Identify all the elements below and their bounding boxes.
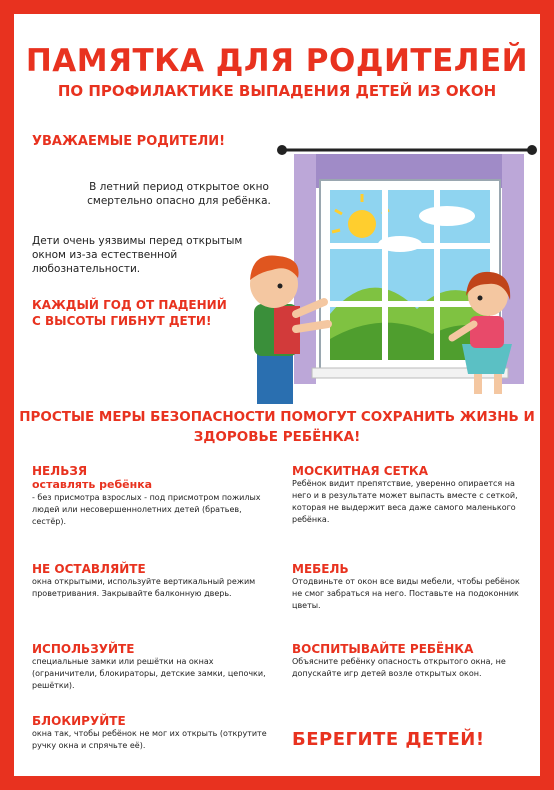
section-heading: МЕБЕЛЬ	[292, 562, 349, 576]
section-vospityvayte	[292, 642, 532, 680]
section-text: - без присмотра взрослых - под присмотром пожилых людей или несовершеннолетних детей (братьев, сестёр).	[32, 493, 261, 526]
section-text: Отодвиньте от окон все виды мебели, чтобы ребёнок не смог забраться на него. Поставьте на подоконник цветы.	[292, 577, 520, 610]
intro-paragraph-2: Дети очень уязвимы перед открытым окном из-за естественной любознательности.	[32, 235, 243, 275]
section-heading: БЛОКИРУЙТЕ	[32, 714, 126, 728]
section-text: Ребёнок видит препятствие, уверенно опирается на него и в результате может выпасть вместе с сеткой, которая не выдержит веса даже самого маленького ребёнка.	[292, 479, 518, 524]
poster-subtitle: ПО ПРОФИЛАКТИКЕ ВЫПАДЕНИЯ ДЕТЕЙ ИЗ ОКОН	[57, 82, 497, 100]
warning-text: КАЖДЫЙ ГОД ОТ ПАДЕНИЙ С ВЫСОТЫ ГИБНУТ ДЕТИ!	[32, 298, 227, 328]
section-heading: ВОСПИТЫВАЙТЕ РЕБЁНКА	[292, 642, 474, 656]
measures-title: ПРОСТЫЕ МЕРЫ БЕЗОПАСНОСТИ ПОМОГУТ СОХРАНИТЬ ЖИЗНЬ И ЗДОРОВЬЕ РЕБЁНКА!	[19, 409, 535, 445]
boy-illustration	[250, 256, 328, 405]
section-ispolzuyte	[32, 642, 272, 692]
section-heading: НЕ ОСТАВЛЯЙТЕ	[32, 562, 146, 576]
section-text: Объясните ребёнку опасность открытого окна, не допускайте игр детей возле открытых окон.	[292, 657, 506, 678]
section-text: окна открытыми, используйте вертикальный режим проветривания. Закрывайте балконную дверь.	[32, 577, 256, 598]
section-heading: МОСКИТНАЯ СЕТКА	[292, 464, 429, 478]
section-moskitnaya-setka	[292, 464, 532, 526]
greeting: УВАЖАЕМЫЕ РОДИТЕЛИ!	[32, 134, 226, 149]
section-ne-ostavlyayte	[32, 562, 272, 600]
section-text: специальные замки или решётки на окнах (ограничители, блокираторы, детские замки, цепочки, решётки).	[32, 657, 266, 690]
section-nelzya	[32, 464, 272, 528]
section-mebel	[292, 562, 532, 612]
section-heading: НЕЛЬЗЯ	[32, 464, 88, 478]
section-heading: ИСПОЛЬЗУЙТЕ	[32, 642, 135, 656]
section-subheading: оставлять ребёнка	[32, 478, 153, 491]
section-text: окна так, чтобы ребёнок не мог их открыть (открутите ручку окна и спрячьте её).	[32, 729, 267, 750]
window-illustration	[212, 124, 540, 404]
poster-title: ПАМЯТКА ДЛЯ РОДИТЕЛЕЙ	[25, 43, 529, 79]
poster	[14, 14, 540, 776]
intro-paragraph-1: В летний период открытое окно смертельно опасно для ребёнка.	[87, 181, 271, 207]
section-blokiruyte	[32, 714, 272, 752]
closing-slogan: БЕРЕГИТЕ ДЕТЕЙ!	[292, 729, 485, 750]
